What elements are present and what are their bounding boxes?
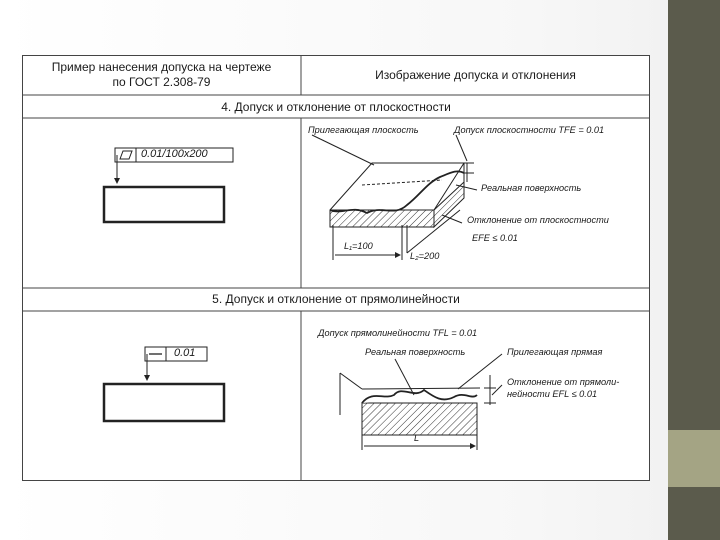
straightness-drawing [340,354,502,450]
label-flatness-tolerance: Допуск плоскостности TFE = 0.01 [454,125,605,135]
label-straightness-tolerance: Допуск прямолинейности TFL = 0.01 [318,328,478,338]
table-graphics [22,55,650,481]
label-efe: EFE ≤ 0.01 [472,233,518,243]
section-4-title: 4. Допуск и отклонение от плоскостности [221,100,451,114]
flatness-frame-value: 0.01/100x200 [141,148,208,160]
label-flatness-deviation: Отклонение от плоскостности [467,215,609,225]
side-bar-bottom [668,487,720,540]
straightness-frame-value: 0.01 [174,347,196,359]
label-straightness-deviation-1: Отклонение от прямоли- [507,377,620,387]
section-5-title: 5. Допуск и отклонение от прямолинейности [212,292,460,306]
header-left-line1: Пример нанесения допуска на чертеже [51,60,272,74]
label-l2: L₂=200 [410,251,440,261]
label-adjacent-line: Прилегающая прямая [507,347,603,357]
label-adjacent-plane: Прилегающая плоскость [308,125,419,135]
label-l1: L₁=100 [344,241,373,251]
side-bar-top [668,0,720,430]
label-real-surface-5: Реальная поверхность [365,347,466,357]
tolerance-table [22,55,650,481]
label-straightness-deviation-2: нейности EFL ≤ 0.01 [507,389,598,399]
label-real-surface-4: Реальная поверхность [481,183,582,193]
header-example-column [22,60,301,90]
side-bar-accent [668,430,720,487]
header-left-line2: по ГОСТ 2.308-79 [112,75,211,89]
flatness-drawing [312,135,477,260]
straightness-callout [104,347,224,421]
header-image-column: Изображение допуска и отклонения [375,68,576,82]
label-l: L [414,433,420,443]
